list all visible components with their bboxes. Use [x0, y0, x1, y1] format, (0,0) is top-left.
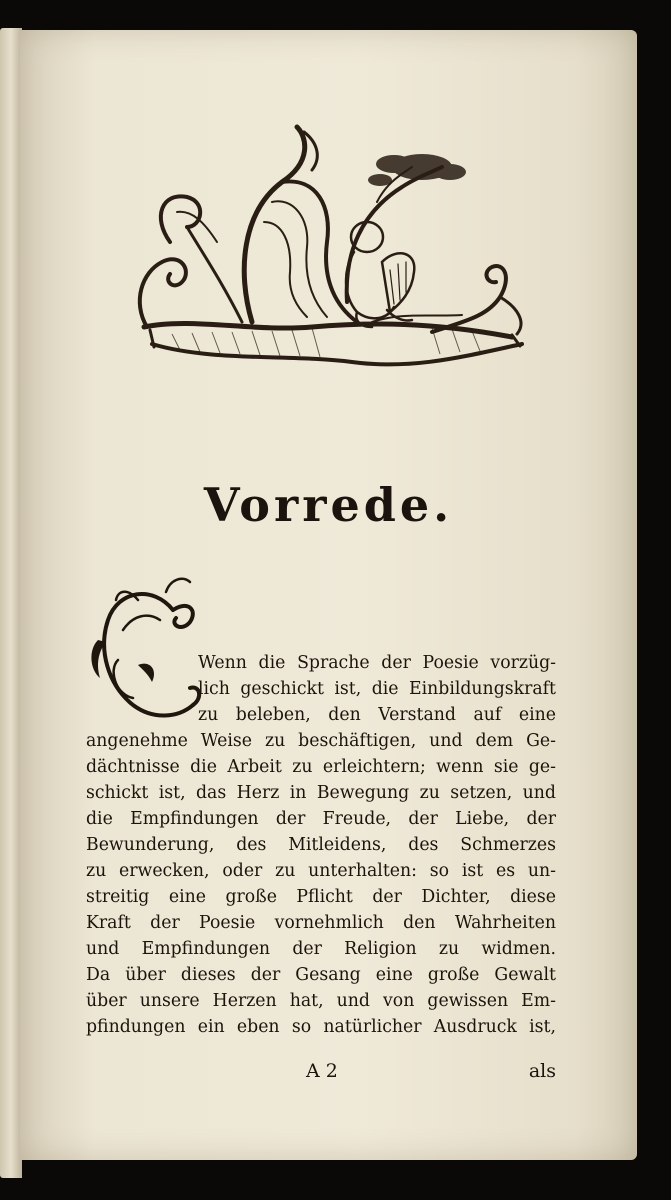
book-page — [20, 30, 637, 1160]
text-line: und Empfindungen der Religion zu widmen. — [86, 939, 556, 959]
text-line: über unsere Herzen hat, und von gewissen Em- — [86, 991, 556, 1011]
page-title: Vorrede. — [203, 478, 454, 532]
text-line: Wenn die Sprache der Poesie vorzüg- — [198, 653, 556, 673]
text-line: pfindungen ein eben so natürlicher Ausdruck ist, — [86, 1017, 556, 1037]
text-line: lich geschickt ist, die Einbildungskraft — [198, 679, 556, 699]
text-line: angenehme Weise zu beschäftigen, und dem Ge- — [86, 731, 556, 751]
signature-mark: A 2 — [306, 1060, 338, 1082]
text-line: dächtnisse die Arbeit zu erleichtern; wenn sie ge- — [86, 757, 556, 777]
text-line: zu beleben, den Verstand auf eine — [198, 705, 556, 725]
text-line: streitig eine große Pflicht der Dichter, diese — [86, 887, 556, 907]
text-line: die Empfindungen der Freude, der Liebe, der — [86, 809, 556, 829]
text-line: Da über dieses der Gesang eine große Gewalt — [86, 965, 556, 985]
headpiece-vignette — [132, 122, 532, 387]
catchword: als — [528, 1060, 556, 1082]
text-line: Kraft der Poesie vornehmlich den Wahrheiten — [86, 913, 556, 933]
text-line: schickt ist, das Herz in Bewegung zu setzen, und — [86, 783, 556, 803]
body-text — [86, 650, 556, 1040]
text-line: zu erwecken, oder zu unterhalten: so ist es un- — [86, 861, 556, 881]
text-line: Bewunderung, des Mitleidens, des Schmerzes — [86, 835, 556, 855]
previous-page-edge — [0, 28, 22, 1178]
